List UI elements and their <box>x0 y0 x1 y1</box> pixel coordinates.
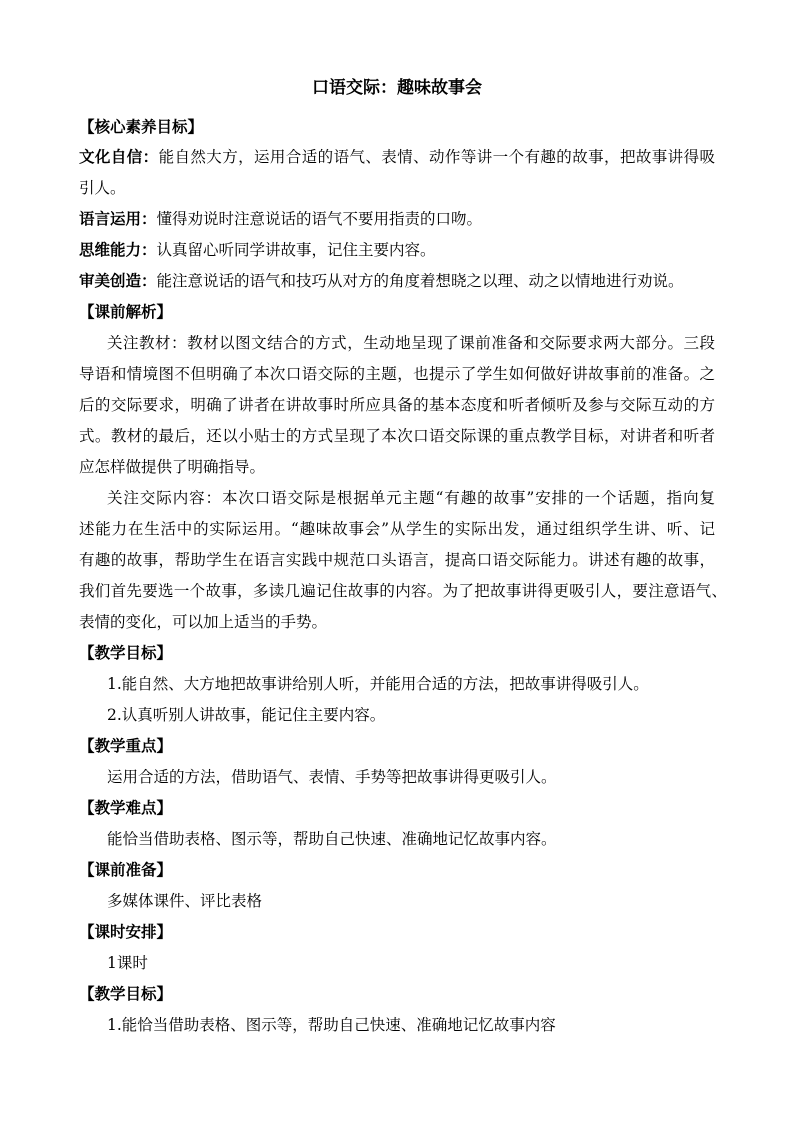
analysis-p2-line: 述能力在生活中的实际运用。“趣味故事会”从学生的实际出发，通过组织学生讲、听、记 <box>79 520 715 538</box>
analysis-p1-line: 关注教材：教材以图文结合的方式，生动地呈现了课前准备和交际要求两大部分。三段 <box>107 334 715 352</box>
analysis-p2-line: 关注交际内容：本次口语交际是根据单元主题“有趣的故事”安排的一个话题，指向复 <box>107 489 715 507</box>
analysis-p2-line: 我们首先要选一个故事，多读几遍记住故事的内容。为了把故事讲得更吸引人，要注意语气、 <box>79 582 727 600</box>
heading-teaching-goals-2: 【教学目标】 <box>79 985 173 1003</box>
goal-culture <box>79 146 715 168</box>
analysis-p2-line: 有趣的故事，帮助学生在语言实践中规范口头语言，提高口语交际能力。讲述有趣的故事， <box>79 551 715 569</box>
teaching-goal-item: 1.能自然、大方地把故事讲给别人听，并能用合适的方法，把故事讲得吸引人。 <box>107 675 649 693</box>
heading-teaching-goals: 【教学目标】 <box>79 644 173 662</box>
teaching-goal-item: 2.认真听别人讲故事，能记住主要内容。 <box>107 706 386 724</box>
analysis-p1-line: 应怎样做提供了明确指导。 <box>79 458 266 476</box>
goal-thinking <box>79 239 729 261</box>
goal-text: 能注意说话的语气和技巧从对方的角度着想晓之以理、动之以情地进行劝说。 <box>156 272 684 290</box>
goal-label: 文化自信： <box>79 148 159 166</box>
goal-text: 懂得劝说时注意说话的语气不要用指责的口吻。 <box>156 210 483 228</box>
heading-core-goals: 【核心素养目标】 <box>79 118 204 136</box>
goal-label: 思维能力： <box>79 241 157 259</box>
analysis-p1-line: 后的交际要求，明确了讲者在讲故事时所应具备的基本态度和听者倾听及参与交际互动的方 <box>79 396 715 414</box>
goal-culture-cont: 引人。 <box>79 179 126 197</box>
analysis-p1-line: 式。教材的最后，还以小贴士的方式呈现了本次口语交际课的重点教学目标，对讲者和听者 <box>79 427 715 445</box>
heading-key-points: 【教学重点】 <box>79 737 173 755</box>
goal-aesthetic <box>79 270 729 292</box>
analysis-p2-line: 表情的变化，可以加上适当的手势。 <box>79 613 328 631</box>
preparation-text: 多媒体课件、评比表格 <box>107 892 263 910</box>
difficulties-text: 能恰当借助表格、图示等，帮助自己快速、准确地记忆故事内容。 <box>107 830 557 848</box>
goal-label: 语言运用： <box>79 210 157 228</box>
analysis-p1-line: 导语和情境图不但明确了本次口语交际的主题，也提示了学生如何做好讲故事前的准备。之 <box>79 365 715 383</box>
goal-language <box>79 208 729 230</box>
heading-schedule: 【课时安排】 <box>79 923 173 941</box>
key-points-text: 运用合适的方法，借助语气、表情、手势等把故事讲得更吸引人。 <box>107 768 557 786</box>
goal-text: 认真留心听同学讲故事，记住主要内容。 <box>156 241 436 259</box>
page-title: 口语交际：趣味故事会 <box>312 78 482 98</box>
heading-analysis: 【课前解析】 <box>79 303 173 321</box>
teaching-goal-2-text: 1.能恰当借助表格、图示等，帮助自己快速、准确地记忆故事内容 <box>107 1016 556 1034</box>
heading-preparation: 【课前准备】 <box>79 861 173 879</box>
heading-difficulties: 【教学难点】 <box>79 799 173 817</box>
schedule-text: 1课时 <box>107 954 148 972</box>
goal-label: 审美创造： <box>79 272 157 290</box>
goal-text: 能自然大方，运用合适的语气、表情、动作等讲一个有趣的故事，把故事讲得吸 <box>158 148 715 166</box>
